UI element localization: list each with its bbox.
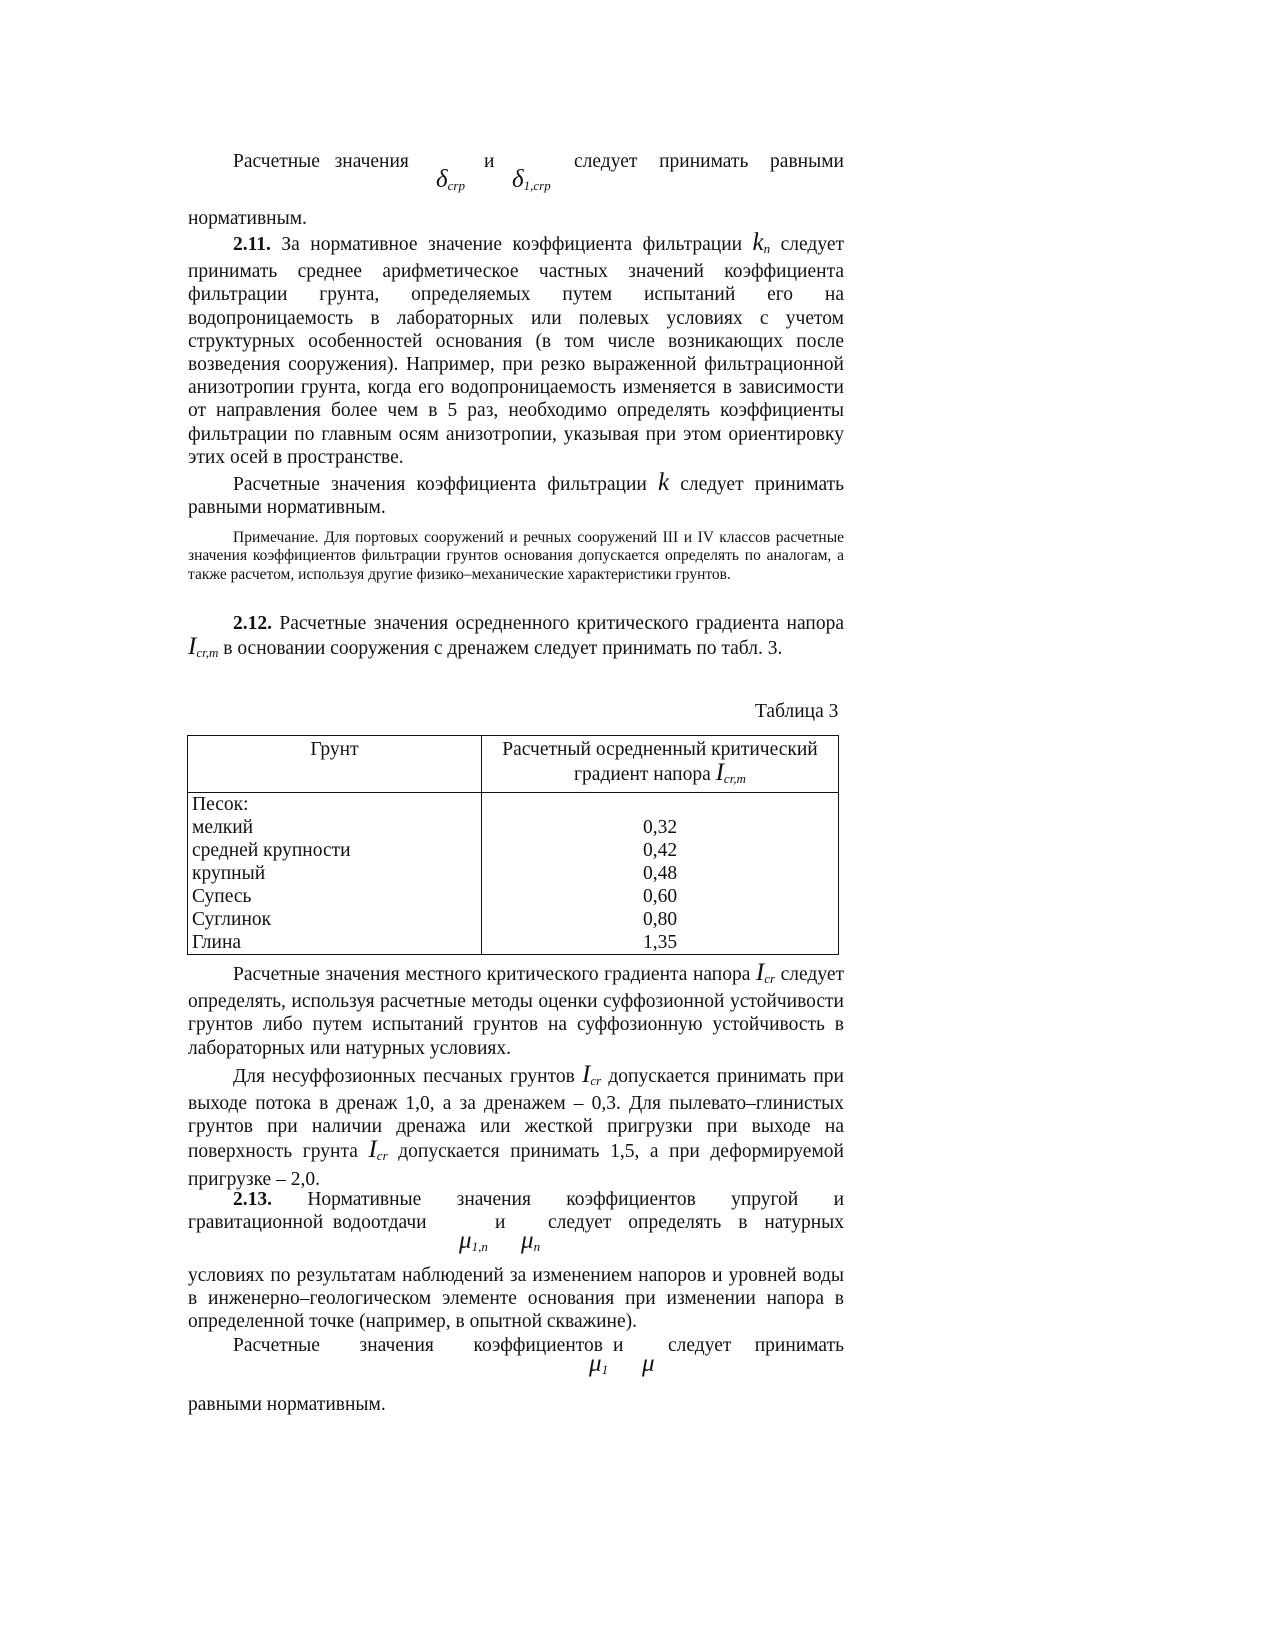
table-row (188, 839, 839, 862)
and-word: и (495, 1212, 506, 1233)
i-symbol: I (755, 959, 765, 986)
and-word: и (613, 1335, 624, 1356)
mu-1-symbol: $\mu_1$ (589, 1350, 609, 1377)
word: и (833, 1189, 844, 1210)
section-2-13-line-1 (188, 1188, 844, 1211)
word: натурных (764, 1212, 844, 1233)
cell-name: мелкий (188, 816, 482, 839)
cell-value: 0,32 (482, 816, 839, 839)
word: Расчетные (233, 151, 320, 172)
cell-value: 0,80 (482, 908, 839, 931)
table-header-row (188, 736, 839, 793)
p1-continuation: нормативным. (188, 208, 307, 229)
section-number: 2.12. (233, 613, 272, 634)
cell-name: Суглинок (188, 908, 482, 931)
section-2-12 (188, 612, 844, 664)
cell-value (482, 793, 839, 817)
cell-name: Супесь (188, 885, 482, 908)
column-header-gradient: Расчетный осредненный критический градиент напора $I_{cr,m}$ (482, 736, 839, 793)
note-paragraph (188, 529, 844, 584)
i-symbol: I (582, 1060, 591, 1088)
word: значения (359, 1335, 434, 1356)
table-row (188, 862, 839, 885)
table-caption: Таблица 3 (755, 701, 839, 722)
word: определять (628, 1212, 722, 1233)
word: принимать (659, 151, 749, 172)
word: значения (334, 151, 409, 172)
cell-name: крупный (188, 862, 482, 885)
mu-symbol: μ (642, 1350, 655, 1377)
local-gradient-para: Расчетные значения местного критического градиента напора $I_{cr}$ следует определять, используя расчетные методы оценки суффозионной устойчивости грунтов либо путем испытаний грунтов на суффозионную устойчивость в лабораторных или натурных условиях. (188, 959, 844, 1059)
word: Нормативные (307, 1189, 422, 1210)
word: следует (574, 151, 638, 172)
section-2-11-para-2: Расчетные значения коэффициента фильтрации k следует принимать равными нормативным. (188, 469, 845, 519)
and-word: и (484, 151, 495, 172)
k-symbol: k (752, 229, 764, 256)
table-row (188, 793, 839, 817)
word: коэффициентов (473, 1335, 603, 1356)
table-row (188, 908, 839, 931)
note-text: Примечание. Для портовых сооружений и речных сооружений III и IV классов расчетные значения коэффициентов фильтрации грунтов основания допускается определять по аналогам, а также расчетом, используя другие физико–механические характеристики грунтов. (188, 529, 844, 583)
delta-1crp-symbol: $\delta_{1,crp}$ (512, 166, 551, 193)
last-line-end (668, 1334, 844, 1357)
after-table-text (188, 961, 844, 1191)
p1-line-start (233, 150, 409, 173)
non-suffosion-para: Для несуффозионных песчаных грунтов $I_{cr}$ допускается принимать при выходе потока в дренаж 1,0, а за дренажем – 0,3. Для пылевато–глинистых грунтов при наличии дренажа или жесткой пригрузки при выходе на поверхность грунта $I_{cr}$ допускается принимать 1,5, а при деформируемой пригрузке – 2,0. (188, 1060, 844, 1190)
cell-name: средней крупности (188, 839, 482, 862)
word: Расчетные (233, 1335, 320, 1356)
word: принимать (754, 1335, 844, 1356)
cell-name: Песок: (188, 793, 482, 817)
cell-name: Глина (188, 931, 482, 955)
p1-line-end (574, 150, 844, 173)
table-row (188, 931, 839, 955)
cell-value: 0,48 (482, 862, 839, 885)
section-2-11 (188, 231, 844, 519)
i-symbol: I (368, 1136, 377, 1164)
last-line-start (233, 1334, 603, 1357)
table-3 (187, 735, 839, 955)
section-2-13-text: условиях по результатам наблюдений за изменением напоров и уровней воды в инженерно–геологическом элементе основания при изменении напора в определенной точке (например, в опытной скважине). (188, 1265, 844, 1333)
word: коэффициентов (566, 1189, 696, 1210)
mu-1n-symbol: $\mu_{1,n}$ (459, 1227, 488, 1254)
cell-value: 1,35 (482, 931, 839, 955)
word: равными (770, 151, 844, 172)
word: в (738, 1212, 748, 1233)
section-number: 2.11. (233, 234, 271, 255)
i-symbol: I (188, 633, 197, 661)
section-2-13-line-2-start (188, 1211, 427, 1234)
word: упругой (731, 1189, 799, 1210)
word: значения (456, 1189, 531, 1210)
delta-crp-symbol: $\delta_{crp}$ (436, 166, 465, 193)
cell-value: 0,42 (482, 839, 839, 862)
final-line: равными нормативным. (188, 1394, 386, 1415)
section-2-12-para: 2.12. Расчетные значения осредненного критического градиента напора $I_{cr,m}$ в основании сооружения с дренажем следует принимать по табл. 3. (188, 613, 844, 661)
word: следует (548, 1212, 612, 1233)
word: водоотдачи (332, 1212, 427, 1233)
cell-value: 0,60 (482, 885, 839, 908)
section-2-11-para: 2.11. За нормативное значение коэффициента фильтрации $k_n$ следует принимать среднее арифметическое частных значений коэффициента фильтрации грунта, определяемых путем испытаний его на водопроницаемость в лабораторных или полевых условиях с учетом структурных особенностей основания (в том числе возникающих после возведения сооружения). Например, при резко выраженной фильтрационной анизотропии грунта, когда его водопроницаемость изменяется в зависимости от направления более чем в 5 раз, необходимо определять коэффициенты фильтрации по главным осям анизотропии, указывая при этом ориентировку этих осей в пространстве. (188, 229, 844, 468)
table-row (188, 885, 839, 908)
table-row (188, 816, 839, 839)
section-2-13-line-2-end (548, 1211, 844, 1234)
column-header-soil: Грунт (188, 736, 482, 793)
word: гравитационной (188, 1212, 324, 1233)
section-number: 2.13. (233, 1189, 272, 1210)
word: следует (668, 1335, 732, 1356)
k-symbol: k (657, 469, 670, 497)
section-2-13-continuation (188, 1264, 844, 1334)
mu-n-symbol: $\mu_n$ (521, 1227, 541, 1254)
